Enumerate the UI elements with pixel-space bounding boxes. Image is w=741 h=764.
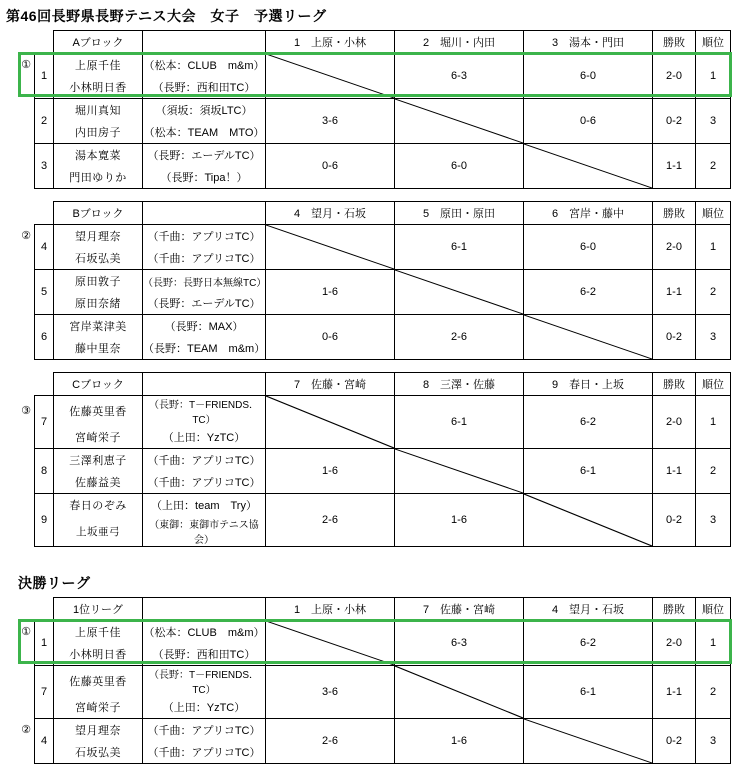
standing: 1 [696, 396, 731, 449]
player-club-2: （長野：TEAM m&m） [143, 337, 266, 360]
player-club-1: （長野：長野日本無線TC） [143, 270, 266, 293]
wl-header: 勝敗 [653, 202, 696, 225]
player-club-1: （千曲：アプリコTC） [143, 449, 266, 472]
table-row [18, 621, 731, 644]
win-loss: 1-1 [653, 449, 696, 494]
standing: 2 [696, 144, 731, 189]
player-name-1: 佐藤英里香 [54, 396, 143, 427]
row-mark: ① [21, 626, 31, 639]
wl-header: 勝敗 [653, 598, 696, 621]
score-cell: 1-6 [266, 270, 395, 315]
player-name-2: 石坂弘美 [54, 741, 143, 764]
ord-header: 順位 [696, 598, 731, 621]
row-mark [18, 494, 35, 517]
column-header-1: 1 上原・小林 [266, 31, 395, 54]
standing: 3 [696, 315, 731, 360]
table-header-row [18, 202, 731, 225]
player-club-1: （松本：CLUB m&m） [143, 621, 266, 644]
player-name-1: 佐藤英里香 [54, 666, 143, 697]
club-header [143, 373, 266, 396]
score-cell: 6-1 [524, 666, 653, 719]
club-header [143, 598, 266, 621]
player-club-1: （松本：CLUB m&m） [143, 54, 266, 77]
page-title: 第46回長野県長野テニス大会 女子 予選リーグ [6, 8, 327, 24]
win-loss: 1-1 [653, 270, 696, 315]
club-header [143, 202, 266, 225]
player-name-1: 湯本寛菜 [54, 144, 143, 167]
win-loss: 2-0 [653, 54, 696, 99]
score-cell: 2-6 [395, 315, 524, 360]
row-mark: ③ [21, 405, 31, 418]
block-name: Cブロック [54, 373, 143, 396]
column-header-2: 7 佐藤・宮崎 [395, 598, 524, 621]
score-cell: 1-6 [395, 494, 524, 547]
win-loss: 0-2 [653, 719, 696, 764]
table-header-row [18, 373, 731, 396]
diagonal-cell [395, 666, 524, 719]
table-row [18, 225, 731, 248]
club-header [143, 31, 266, 54]
player-name-2: 小林明日香 [54, 76, 143, 99]
win-loss: 0-2 [653, 99, 696, 144]
row-number: 2 [35, 99, 54, 144]
block-name: Bブロック [54, 202, 143, 225]
row-number: 3 [35, 144, 54, 189]
win-loss: 2-0 [653, 225, 696, 270]
score-cell: 6-3 [395, 621, 524, 666]
win-loss: 2-0 [653, 621, 696, 666]
block-b-wrapper [0, 201, 741, 360]
win-loss: 0-2 [653, 494, 696, 547]
column-header-2: 8 三澤・佐藤 [395, 373, 524, 396]
score-cell: 6-0 [524, 225, 653, 270]
diagonal-cell [395, 449, 524, 494]
player-name-2: 原田奈緒 [54, 292, 143, 315]
final-league-wrapper [0, 597, 741, 764]
table-row [18, 144, 731, 167]
block-c-table [18, 372, 731, 547]
diagonal-cell [524, 719, 653, 764]
player-club-1: （長野：T－FRIENDS．TC） [143, 666, 266, 697]
score-cell: 3-6 [266, 99, 395, 144]
player-club-1: （長野：T－FRIENDS．TC） [143, 396, 266, 427]
column-header-2: 5 原田・原田 [395, 202, 524, 225]
diagonal-cell [266, 225, 395, 270]
final-league-table [18, 597, 731, 764]
player-name-1: 望月理奈 [54, 225, 143, 248]
score-cell: 3-6 [266, 666, 395, 719]
player-club-1: （長野：エーデルTC） [143, 144, 266, 167]
column-header-2: 2 堀川・内田 [395, 31, 524, 54]
row-number: 1 [35, 54, 54, 99]
win-loss: 2-0 [653, 396, 696, 449]
block-b-table [18, 201, 731, 360]
standing: 3 [696, 494, 731, 547]
score-cell: 0-6 [524, 99, 653, 144]
standing: 1 [696, 225, 731, 270]
row-number: 9 [35, 494, 54, 547]
row-mark [18, 315, 35, 338]
table-header-row [18, 31, 731, 54]
block-c-wrapper [0, 372, 741, 547]
player-club-2: （長野：西和田TC） [143, 76, 266, 99]
column-header-3: 3 湯本・門田 [524, 31, 653, 54]
player-name-1: 宮岸菜津美 [54, 315, 143, 338]
player-club-2: （長野：エーデルTC） [143, 292, 266, 315]
player-name-2: 宮崎栄子 [54, 426, 143, 449]
player-name-1: 上原千佳 [54, 621, 143, 644]
table-row [18, 719, 731, 742]
diagonal-cell [395, 270, 524, 315]
diagonal-cell [395, 99, 524, 144]
player-name-1: 堀川真知 [54, 99, 143, 122]
column-header-3: 9 春日・上坂 [524, 373, 653, 396]
player-club-1: （上田：team Try） [143, 494, 266, 517]
row-mark: ② [21, 724, 31, 737]
block-a-wrapper [0, 30, 741, 189]
standing: 1 [696, 621, 731, 666]
column-header-1: 4 望月・石坂 [266, 202, 395, 225]
score-cell: 6-1 [395, 396, 524, 449]
row-mark [18, 666, 35, 697]
score-cell: 1-6 [266, 449, 395, 494]
score-cell: 2-6 [266, 719, 395, 764]
row-mark [18, 270, 35, 293]
win-loss: 0-2 [653, 315, 696, 360]
player-name-2: 藤中里奈 [54, 337, 143, 360]
standing: 1 [696, 54, 731, 99]
player-club-2: （上田：YzTC） [143, 696, 266, 719]
diagonal-cell [266, 54, 395, 99]
player-name-2: 佐藤益美 [54, 471, 143, 494]
player-name-2: 上坂亜弓 [54, 516, 143, 547]
column-header-1: 7 佐藤・宮崎 [266, 373, 395, 396]
score-cell: 6-2 [524, 396, 653, 449]
table-header-row [18, 598, 731, 621]
row-number: 7 [35, 396, 54, 449]
player-name-1: 春日のぞみ [54, 494, 143, 517]
row-mark: ① [21, 59, 31, 72]
standing: 3 [696, 719, 731, 764]
standing: 2 [696, 270, 731, 315]
ord-header: 順位 [696, 202, 731, 225]
row-number: 1 [35, 621, 54, 666]
column-header-3: 6 宮岸・藤中 [524, 202, 653, 225]
player-name-2: 内田房子 [54, 121, 143, 144]
score-cell: 6-2 [524, 621, 653, 666]
score-cell: 0-6 [266, 315, 395, 360]
row-mark [18, 449, 35, 472]
row-mark [18, 99, 35, 122]
diagonal-cell [524, 494, 653, 547]
player-name-1: 上原千佳 [54, 54, 143, 77]
row-number: 5 [35, 270, 54, 315]
table-row [18, 396, 731, 427]
player-club-2: （千曲：アプリコTC） [143, 471, 266, 494]
player-name-2: 石坂弘美 [54, 247, 143, 270]
ord-header: 順位 [696, 31, 731, 54]
table-row [18, 270, 731, 293]
player-name-2: 宮崎栄子 [54, 696, 143, 719]
table-row [18, 449, 731, 472]
player-club-1: （千曲：アプリコTC） [143, 225, 266, 248]
player-name-1: 原田敦子 [54, 270, 143, 293]
player-club-2: （長野：Tipa！） [143, 166, 266, 189]
player-club-2: （千曲：アプリコTC） [143, 741, 266, 764]
score-cell: 6-2 [524, 270, 653, 315]
player-club-2: （上田：YzTC） [143, 426, 266, 449]
player-club-2: （千曲：アプリコTC） [143, 247, 266, 270]
row-number: 4 [35, 719, 54, 764]
win-loss: 1-1 [653, 666, 696, 719]
table-row [18, 54, 731, 77]
diagonal-cell [524, 144, 653, 189]
row-number: 4 [35, 225, 54, 270]
player-name-1: 三澤利恵子 [54, 449, 143, 472]
section-title-final: 決勝リーグ [18, 575, 91, 591]
score-cell: 6-1 [395, 225, 524, 270]
player-club-2: （東御：東御市テニス協会） [143, 516, 266, 547]
score-cell: 6-1 [524, 449, 653, 494]
player-name-1: 望月理奈 [54, 719, 143, 742]
row-number: 8 [35, 449, 54, 494]
table-row [18, 315, 731, 338]
table-row [18, 494, 731, 517]
row-number: 6 [35, 315, 54, 360]
player-name-2: 小林明日香 [54, 643, 143, 666]
column-header-1: 1 上原・小林 [266, 598, 395, 621]
block-name: 1位リーグ [54, 598, 143, 621]
player-club-2: （長野：西和田TC） [143, 643, 266, 666]
player-club-2: （松本：TEAM MTO） [143, 121, 266, 144]
player-club-1: （須坂：須坂LTC） [143, 99, 266, 122]
column-header-3: 4 望月・石坂 [524, 598, 653, 621]
table-row [18, 666, 731, 697]
row-mark: ② [21, 230, 31, 243]
player-club-1: （長野：MAX） [143, 315, 266, 338]
table-row [18, 99, 731, 122]
diagonal-cell [266, 621, 395, 666]
row-number: 7 [35, 666, 54, 719]
wl-header: 勝敗 [653, 31, 696, 54]
row-mark [18, 144, 35, 167]
score-cell: 1-6 [395, 719, 524, 764]
score-cell: 0-6 [266, 144, 395, 189]
block-name: Aブロック [54, 31, 143, 54]
win-loss: 1-1 [653, 144, 696, 189]
ord-header: 順位 [696, 373, 731, 396]
player-name-2: 門田ゆりか [54, 166, 143, 189]
diagonal-cell [266, 396, 395, 449]
score-cell: 6-0 [524, 54, 653, 99]
standing: 2 [696, 666, 731, 719]
player-club-1: （千曲：アプリコTC） [143, 719, 266, 742]
block-a-table [18, 30, 731, 189]
diagonal-cell [524, 315, 653, 360]
standing: 2 [696, 449, 731, 494]
score-cell: 6-0 [395, 144, 524, 189]
score-cell: 2-6 [266, 494, 395, 547]
wl-header: 勝敗 [653, 373, 696, 396]
score-cell: 6-3 [395, 54, 524, 99]
standing: 3 [696, 99, 731, 144]
